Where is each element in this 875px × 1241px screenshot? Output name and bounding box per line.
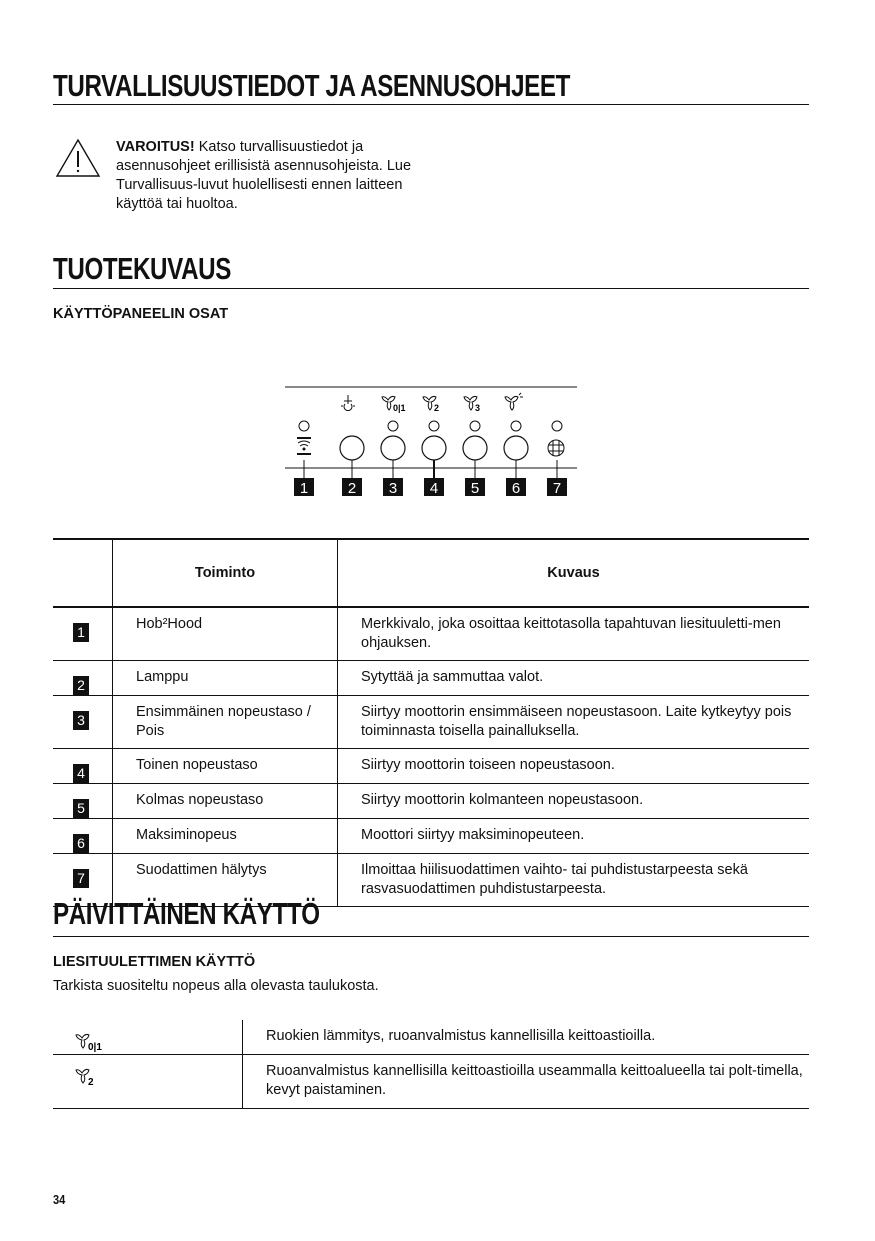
table-row xyxy=(53,661,809,696)
panel-number-1: 1 xyxy=(299,480,309,497)
warning-text xyxy=(116,138,416,214)
intro-text: Tarkista suositeltu nopeus alla olevasta taulukosta. xyxy=(53,978,379,994)
row-function: Kolmas nopeustaso xyxy=(136,792,264,808)
product-heading: TUOTEKUVAUS xyxy=(53,251,231,286)
row-function: Toinen nopeustaso xyxy=(136,757,258,773)
panel-buttons xyxy=(340,436,528,460)
row-function: Maksiminopeus xyxy=(136,827,237,843)
table-header-row xyxy=(53,539,809,607)
table-row xyxy=(53,749,809,784)
control-panel-table xyxy=(53,538,809,907)
control-panel-subheading: KÄYTTÖPANEELIN OSAT xyxy=(53,306,229,322)
filter-alarm-icon xyxy=(548,440,564,456)
row-description: Ilmoittaa hiilisuodattimen vaihto- tai puhdistustarpeesta sekä rasvasuodattimen puhdistustarpeesta. xyxy=(361,862,748,897)
safety-heading: TURVALLISUUSTIEDOT JA ASENNUSOHJEET xyxy=(53,68,571,103)
table-row xyxy=(53,784,809,819)
row-number-tag: 6 xyxy=(73,834,89,853)
indicator-leds xyxy=(299,421,562,431)
safety-section-header xyxy=(53,70,809,105)
row-number-tag: 1 xyxy=(73,623,89,642)
row-description: Siirtyy moottorin toiseen nopeustasoon. xyxy=(361,757,615,773)
warning-body: Katso turvallisuustiedot ja asennusohjeet erillisistä asennusohjeista. Lue Turvallisuus-luvut huolellisesti ennen laitteen käyttöä tai huoltoa. xyxy=(116,139,412,212)
row-description: Sytyttää ja sammuttaa valot. xyxy=(361,669,544,685)
page-number: 34 xyxy=(53,1192,66,1207)
table-row xyxy=(53,819,809,854)
row-function: Hob²Hood xyxy=(136,616,203,632)
speed-table xyxy=(53,1020,809,1109)
row-number-tag: 5 xyxy=(73,799,89,818)
lamp-icon xyxy=(341,395,355,411)
fan-max-icon xyxy=(505,393,523,410)
speed-row-icon-label: 0|1 xyxy=(88,1042,102,1052)
fan-speed3-label: 3 xyxy=(475,403,481,413)
panel-number-5: 5 xyxy=(470,480,480,497)
row-function: Lamppu xyxy=(136,669,189,685)
speed-row-text: Ruoanvalmistus kannellisilla keittoastioilla useammalla keittoalueella tai polt-timella, kevyt paistaminen. xyxy=(266,1063,803,1098)
table-row xyxy=(53,607,809,661)
row-number-tag: 2 xyxy=(73,676,89,695)
row-number-tag: 4 xyxy=(73,764,89,783)
panel-number-6: 6 xyxy=(511,480,521,497)
panel-number-3: 3 xyxy=(388,480,398,497)
row-function: Ensimmäinen nopeustaso / Pois xyxy=(136,704,311,739)
panel-number-7: 7 xyxy=(552,480,562,497)
row-description: Siirtyy moottorin kolmanteen nopeustasoon. xyxy=(361,792,644,808)
warning-triangle-icon xyxy=(55,138,101,178)
fan-speed2-label: 2 xyxy=(434,403,440,413)
table-row xyxy=(53,1020,809,1055)
hood-usage-subheading: LIESITUULETTIMEN KÄYTTÖ xyxy=(53,954,256,970)
row-number-tag: 7 xyxy=(73,869,89,888)
control-panel-diagram xyxy=(279,380,579,500)
panel-number-tags xyxy=(294,478,567,497)
hob2hood-icon xyxy=(297,438,311,454)
fan-speed1-label: 0|1 xyxy=(393,403,406,413)
speed-row-text: Ruokien lämmitys, ruoanvalmistus kannellisilla keittoastioilla. xyxy=(266,1028,656,1044)
warning-label: VAROITUS! xyxy=(116,139,195,155)
fan-speed2-icon xyxy=(75,1067,115,1087)
row-description: Moottori siirtyy maksiminopeuteen. xyxy=(361,827,585,843)
panel-number-2: 2 xyxy=(347,480,357,497)
table-row xyxy=(53,1055,809,1109)
header-function: Toiminto xyxy=(113,539,338,607)
row-number-tag: 3 xyxy=(73,711,89,730)
panel-number-4: 4 xyxy=(429,480,439,497)
header-description: Kuvaus xyxy=(338,539,810,607)
row-description: Merkkivalo, joka osoittaa keittotasolla tapahtuvan liesituuletti-men ohjauksen. xyxy=(361,616,781,651)
daily-heading: PÄIVITTÄINEN KÄYTTÖ xyxy=(53,896,320,931)
speed-row-icon-label: 2 xyxy=(88,1077,94,1087)
row-function: Suodattimen hälytys xyxy=(136,862,267,878)
table-row xyxy=(53,696,809,749)
daily-section-header xyxy=(53,898,809,937)
fan-speed1-icon xyxy=(75,1032,115,1052)
row-description: Siirtyy moottorin ensimmäiseen nopeustasoon. Laite kytkeytyy pois toiminnasta toisella painalluksella. xyxy=(361,704,792,739)
product-section-header xyxy=(53,253,809,289)
